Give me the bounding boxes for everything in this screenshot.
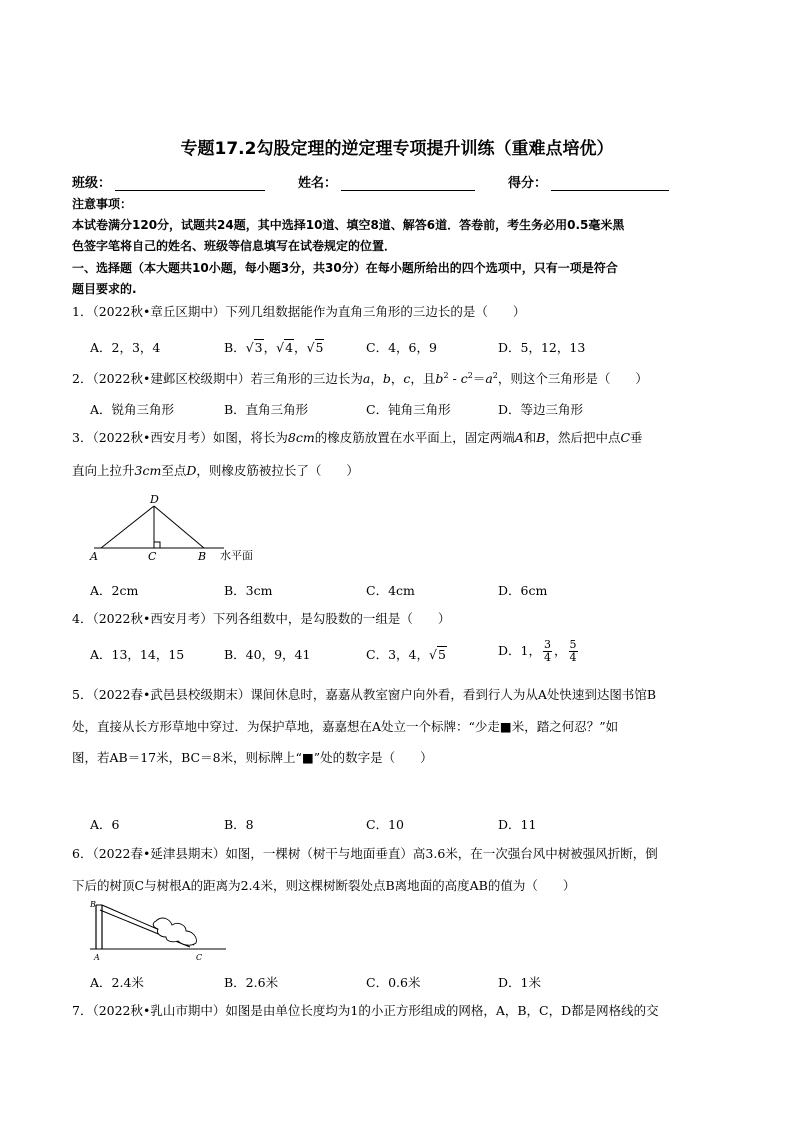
score-blank[interactable] xyxy=(551,176,669,191)
q5-option-c[interactable]: C．10 xyxy=(366,817,404,832)
page-title: 专题17.2勾股定理的逆定理专项提升训练（重难点培优） xyxy=(180,139,614,159)
q3-line-2: 直向上拉升3cm至点D，则橡皮筋被拉长了（ ） xyxy=(72,463,359,478)
fraction-3-4: $\frac{3}{4}$ xyxy=(543,638,551,664)
q1-option-d[interactable]: D．5，12，13 xyxy=(498,340,586,355)
q1-option-a[interactable]: A．2，3，4 xyxy=(90,340,161,355)
class-field xyxy=(72,172,265,191)
sqrt-5: √5 xyxy=(306,340,324,355)
q5-option-d[interactable]: D．11 xyxy=(498,817,537,832)
q3-option-b[interactable]: B．3cm xyxy=(224,583,273,598)
notice-line-2: 色签字笔将自己的姓名、班级等信息填写在试卷规定的位置． xyxy=(72,239,397,253)
fig-label-a: A xyxy=(90,550,98,563)
q5-option-b[interactable]: B．8 xyxy=(224,817,254,832)
q2-option-c[interactable]: C．钝角三角形 xyxy=(366,402,451,417)
q4-option-b[interactable]: B．40，9，41 xyxy=(224,647,311,662)
section1-line-1: 一、选择题（本大题共10小题，每小题3分，共30分）在每小题所给出的四个选项中，只有一项是符合 xyxy=(72,261,618,275)
q3-option-d[interactable]: D．6cm xyxy=(498,583,548,598)
class-blank[interactable] xyxy=(115,176,265,191)
sqrt-3: √3 xyxy=(245,340,263,355)
fig-label-c: C xyxy=(148,550,157,563)
q1-stem: 1．（2022秋•章丘区期中）下列几组数据能作为直角三角形的三边长的是（ ） xyxy=(72,304,526,319)
q2-option-a[interactable]: A．锐角三角形 xyxy=(90,402,175,417)
sqrt-5: √5 xyxy=(428,647,446,662)
fig-label-d: D xyxy=(150,493,159,506)
q6-option-c[interactable]: C．0.6米 xyxy=(366,975,421,990)
q6-figure xyxy=(86,897,236,967)
q5-line-3: 图，若AB＝17米，BC＝8米，则标牌上“■”处的数字是（ ） xyxy=(72,750,433,765)
q6-option-a[interactable]: A．2.4米 xyxy=(90,975,144,990)
q2-option-b[interactable]: B．直角三角形 xyxy=(224,402,309,417)
name-label: 姓名： xyxy=(298,176,338,191)
sqrt-4: √4 xyxy=(276,340,294,355)
q2-option-d[interactable]: D．等边三角形 xyxy=(498,402,584,417)
q7-line-1: 7．（2022秋•乳山市期中）如图是由单位长度均为1的小正方形组成的网格，A，B，C，D都是网格线的交 xyxy=(72,1003,659,1018)
name-blank[interactable] xyxy=(341,176,475,191)
fig-label-a: A xyxy=(94,953,100,962)
q5-line-1: 5．（2022春•武邑县校级期末）课间休息时，嘉嘉从教室窗户向外看，看到行人为从A处快速到达图书馆B xyxy=(72,687,657,702)
q1-option-b[interactable]: B．√3，√4，√5 xyxy=(224,340,324,355)
notice-heading: 注意事项： xyxy=(72,197,133,211)
q1-option-c[interactable]: C．4，6，9 xyxy=(366,340,437,355)
q6-option-b[interactable]: B．2.6米 xyxy=(224,975,279,990)
q3-option-c[interactable]: C．4cm xyxy=(366,583,415,598)
section1-line-2: 题目要求的. xyxy=(72,282,137,296)
score-label: 得分： xyxy=(508,176,548,191)
q4-option-d[interactable]: D．1， $\frac{3}{4}$ ， $\frac{5}{4}$ xyxy=(498,638,577,664)
fig-label-c: C xyxy=(196,953,203,962)
q2-stem: 2．（2022秋•建邺区校级期中）若三角形的三边长为a，b，c，且$b^2 - c^2=a^2$，则这个三角形是（ ） xyxy=(72,371,648,387)
q5-line-2: 处，直接从长方形草地中穿过．为保护草地，嘉嘉想在A处立一个标牌：“少走■米，踏之何忍？”如 xyxy=(72,719,619,734)
notice-line-1: 本试卷满分120分，试题共24题，其中选择10道、填空8道、解答6道．答卷前，考生务必用0.5毫米黑 xyxy=(72,218,625,232)
fraction-5-4: $\frac{5}{4}$ xyxy=(569,638,577,664)
q4-stem: 4．（2022秋•西安月考）下列各组数中，是勾股数的一组是（ ） xyxy=(72,611,451,626)
q4-option-c[interactable]: C．3，4，√5 xyxy=(366,647,446,662)
q6-option-d[interactable]: D．1米 xyxy=(498,975,541,990)
fig-label-b: B xyxy=(90,900,96,909)
score-field xyxy=(508,172,669,191)
q6-line-2: 下后的树顶C与树根A的距离为2.4米，则这棵树断裂处点B离地面的高度AB的值为（ ） xyxy=(72,878,576,893)
name-field xyxy=(298,172,475,191)
q4-option-a[interactable]: A．13，14，15 xyxy=(90,647,185,662)
q3-option-a[interactable]: A．2cm xyxy=(90,583,139,598)
fig-label-b: B xyxy=(198,550,207,563)
q3-line-1: 3．（2022秋•西安月考）如图，将长为8cm的橡皮筋放置在水平面上，固定两端A和B，然后把中点C垂 xyxy=(72,430,643,445)
q3-figure xyxy=(84,492,284,564)
class-label: 班级： xyxy=(72,176,112,191)
q5-option-a[interactable]: A．6 xyxy=(90,817,120,832)
fig-label-ground: 水平面 xyxy=(220,549,253,562)
q6-line-1: 6．（2022春•延津县期末）如图，一棵树（树干与地面垂直）高3.6米，在一次强台风中树被强风折断，倒 xyxy=(72,846,658,861)
